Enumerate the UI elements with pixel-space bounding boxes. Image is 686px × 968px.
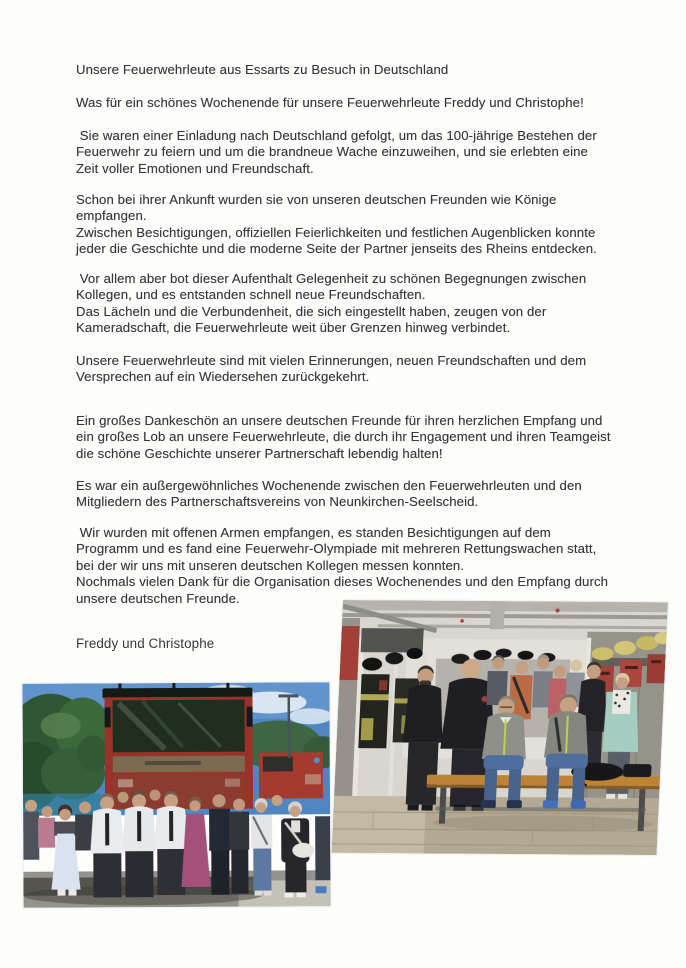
text-line: Mitgliedern des Partnerschaftsvereins von Neunkirchen-Seelscheid. — [76, 494, 479, 510]
text-line: die schöne Geschichte unserer Partnerschaft lebendig halten! — [76, 445, 443, 461]
text-line: Nochmals vielen Dank für die Organisation dieses Wochenendes und den Empfang durch — [76, 574, 609, 590]
paragraph — [76, 128, 597, 177]
paragraph — [76, 271, 586, 337]
paragraph — [76, 478, 582, 511]
fire-truck — [102, 683, 253, 810]
text-line: Programm und es fand eine Feuerwehr-Olympiade mit mehreren Rettungswachen statt, — [76, 541, 597, 557]
text-line: Es war ein außergewöhnliches Wochenende zwischen den Feuerwehrleuten und den — [76, 478, 582, 493]
photo-outdoor-illustration — [22, 682, 330, 908]
paragraph — [76, 413, 611, 462]
text-line: Zeit voller Emotionen und Freundschaft. — [76, 160, 314, 176]
text-line: Kameradschaft, die Feuerwehrleute weit über Grenzen hinweg verbindet. — [76, 320, 511, 336]
text-line: Unsere Feuerwehrleute sind mit vielen Erinnerungen, neuen Freundschaften und dem — [76, 353, 587, 368]
text-line: jeder die Geschichte und die moderne Seite der Partner jenseits des Rheins entdecken. — [76, 241, 597, 257]
text-line: Vor allem aber bot dieser Aufenthalt Gelegenheit zu schönen Begegnungen zwischen — [76, 271, 587, 286]
text-line: bei der wir uns mit unseren deutschen Kollegen messen konnten. — [76, 557, 465, 573]
signature: Freddy und Christophe — [76, 636, 215, 651]
text-line: Das Lächeln und die Verbundenheit, die sich eingestellt haben, zeugen von der — [76, 303, 547, 319]
paragraph-title — [76, 62, 448, 78]
text-line: Wir wurden mit offenen Armen empfangen, es standen Besichtigungen auf dem — [76, 525, 551, 540]
text-line: Kollegen, und es entstanden schnell neue Freundschaften. — [76, 287, 426, 303]
text-line: Versprechen auf ein Wiedersehen zurückgekehrt. — [76, 369, 370, 385]
paragraph-intro — [76, 95, 584, 111]
text-line: Feuerwehr zu feiern und um die brandneue Wache einzuweihen, und sie erlebten eine — [76, 144, 588, 160]
photo-firestation-group — [332, 600, 668, 855]
text-line: empfangen. — [76, 208, 147, 224]
text-line: Ein großes Dankeschön an unsere deutschen Freunde für ihren herzlichen Empfang und — [76, 413, 603, 428]
paragraph — [76, 353, 586, 386]
paragraph — [76, 525, 608, 607]
text-line: unsere deutschen Freunde. — [76, 590, 240, 606]
paragraph — [76, 192, 597, 258]
text-line: Zwischen Besichtigungen, offiziellen Feierlichkeiten und festlichen Augenblicken konnte — [76, 224, 596, 240]
text-line: Sie waren einer Einladung nach Deutschland gefolgt, um das 100-jährige Bestehen der — [76, 128, 597, 143]
photo-firestation-illustration — [332, 600, 668, 855]
photo-outdoor-group — [22, 682, 330, 908]
text-line: Unsere Feuerwehrleute aus Essarts zu Besuch in Deutschland — [76, 62, 449, 77]
second-fire-truck — [259, 752, 323, 798]
text-line: Schon bei ihrer Ankunft wurden sie von unseren deutschen Freunden wie Könige — [76, 192, 557, 207]
text-line: Was für ein schönes Wochenende für unsere Feuerwehrleute Freddy und Christophe! — [76, 95, 584, 110]
text-line: ein großes Lob an unsere Feuerwehrleute, die durch ihr Engagement und ihren Teamgeist — [76, 429, 611, 445]
